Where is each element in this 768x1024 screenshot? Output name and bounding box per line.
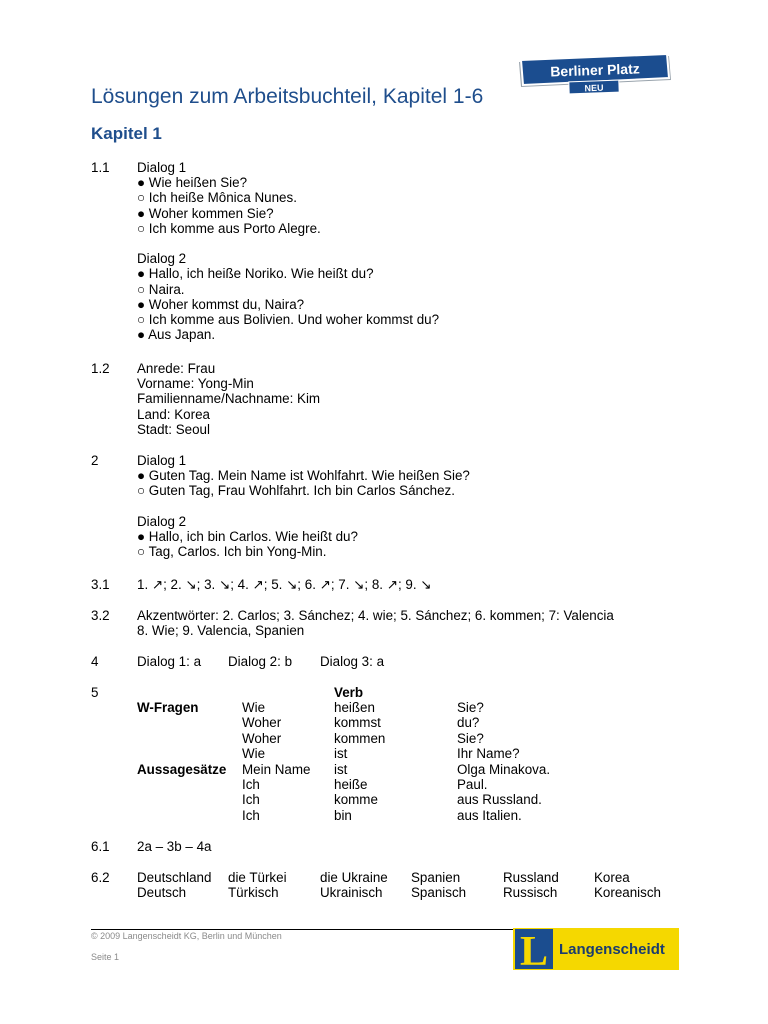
table-cell: Woher bbox=[242, 731, 282, 746]
text-line: ● Hallo, ich bin Carlos. Wie heißt du? bbox=[137, 528, 358, 544]
country-cell: Spanien bbox=[411, 870, 461, 885]
language-cell: Deutsch bbox=[137, 885, 187, 900]
exercise-number: 6.2 bbox=[91, 870, 110, 885]
text-line: Familienname/Nachname: Kim bbox=[137, 391, 321, 407]
copyright: © 2009 Langenscheidt KG, Berlin und München bbox=[91, 931, 282, 941]
text-line: Dialog 1 bbox=[137, 453, 187, 468]
answer-item: Dialog 3: a bbox=[320, 654, 385, 669]
text-line: ● Wie heißen Sie? bbox=[137, 175, 248, 191]
text-line: Stadt: Seoul bbox=[137, 421, 210, 437]
table-cell: Woher bbox=[242, 715, 282, 730]
table-cell: Paul. bbox=[457, 777, 488, 792]
text-line: ● Guten Tag. Mein Name ist Wohlfahrt. Wie heißen Sie? bbox=[137, 468, 470, 484]
table-cell: Wie bbox=[242, 746, 266, 761]
table-cell: Ich bbox=[242, 808, 260, 823]
table-cell: Ich bbox=[242, 777, 260, 792]
text-line: Akzentwörter: 2. Carlos; 3. Sánchez; 4. wie; 5. Sánchez; 6. kommen; 7: Valencia bbox=[137, 608, 614, 623]
row-label: W-Fragen bbox=[137, 700, 199, 715]
table-cell: Ihr Name? bbox=[457, 746, 520, 761]
exercise-number: 1.2 bbox=[91, 361, 110, 376]
text-line: ● Aus Japan. bbox=[137, 327, 216, 343]
page-title: Lösungen zum Arbeitsbuchteil, Kapitel 1-6 bbox=[91, 85, 484, 108]
answer-item: Dialog 1: a bbox=[137, 654, 202, 669]
country-cell: Deutschland bbox=[137, 870, 212, 885]
language-cell: Spanisch bbox=[411, 885, 467, 900]
text-line: ○ Ich komme aus Porto Alegre. bbox=[137, 220, 321, 236]
exercise-number: 3.2 bbox=[91, 608, 110, 623]
answer-item: Dialog 2: b bbox=[228, 654, 293, 669]
exercise-2 bbox=[137, 453, 470, 559]
chapter-heading: Kapitel 1 bbox=[91, 124, 162, 143]
table-cell: aus Russland. bbox=[457, 792, 542, 807]
logo-text: Berliner Platz bbox=[550, 60, 640, 80]
table-cell: aus Italien. bbox=[457, 808, 522, 823]
brand-name: Langenscheidt bbox=[559, 941, 665, 958]
table-cell: bin bbox=[334, 808, 352, 823]
exercise-3-2 bbox=[137, 608, 614, 638]
table-cell: heiße bbox=[334, 777, 368, 792]
text-line: 8. Wie; 9. Valencia, Spanien bbox=[137, 623, 305, 639]
langenscheidt-logo bbox=[513, 928, 679, 970]
country-cell: die Ukraine bbox=[320, 870, 388, 885]
text-line: Vorname: Yong-Min bbox=[137, 376, 254, 392]
language-cell: Koreanisch bbox=[594, 885, 661, 900]
berliner-platz-logo bbox=[517, 54, 671, 94]
table-cell: heißen bbox=[334, 700, 375, 715]
text-line: ○ Tag, Carlos. Ich bin Yong-Min. bbox=[137, 544, 327, 560]
country-cell: Korea bbox=[594, 870, 630, 885]
exercise-3-1: 1. ↗; 2. ↘; 3. ↘; 4. ↗; 5. ↘; 6. ↗; 7. ↘; 8. ↗; 9. ↘ bbox=[137, 577, 432, 592]
text-line: Dialog 1 bbox=[137, 160, 187, 175]
table-header-verb: Verb bbox=[334, 685, 364, 700]
table-cell: Mein Name bbox=[242, 762, 311, 777]
text-line bbox=[137, 236, 439, 251]
row-label: Aussagesätze bbox=[137, 762, 227, 777]
exercise-1-1 bbox=[137, 160, 439, 342]
exercise-number: 6.1 bbox=[91, 839, 110, 854]
text-line: ○ Ich komme aus Bolivien. Und woher kommst du? bbox=[137, 311, 440, 327]
text-line: ● Woher kommen Sie? bbox=[137, 205, 274, 221]
exercise-number: 2 bbox=[91, 453, 99, 468]
page-number: Seite 1 bbox=[91, 952, 120, 962]
exercise-number: 3.1 bbox=[91, 577, 110, 592]
table-cell: ist bbox=[334, 762, 348, 777]
logo-sub: NEU bbox=[584, 82, 604, 94]
text-line: ○ Guten Tag, Frau Wohlfahrt. Ich bin Carlos Sánchez. bbox=[137, 483, 455, 499]
table-cell: Ich bbox=[242, 792, 260, 807]
text-line bbox=[137, 499, 470, 514]
table-cell: Sie? bbox=[457, 700, 484, 715]
table-cell: komme bbox=[334, 792, 378, 807]
language-cell: Ukrainisch bbox=[320, 885, 383, 900]
language-cell: Türkisch bbox=[228, 885, 279, 900]
table-cell: ist bbox=[334, 746, 348, 761]
table-cell: du? bbox=[457, 715, 480, 730]
exercise-6-1: 2a – 3b – 4a bbox=[137, 839, 212, 854]
text-line: Dialog 2 bbox=[137, 251, 187, 267]
country-cell: Russland bbox=[503, 870, 559, 885]
exercise-number: 1.1 bbox=[91, 160, 110, 175]
exercise-1-2 bbox=[137, 361, 320, 437]
text-line: ○ Ich heiße Mônica Nunes. bbox=[137, 190, 297, 206]
exercise-number: 5 bbox=[91, 685, 99, 700]
text-line: ● Woher kommst du, Naira? bbox=[137, 296, 305, 312]
table-cell: kommen bbox=[334, 731, 386, 746]
table-cell: Sie? bbox=[457, 731, 484, 746]
table-cell: Wie bbox=[242, 700, 266, 715]
text-line: Land: Korea bbox=[137, 406, 210, 422]
language-cell: Russisch bbox=[503, 885, 558, 900]
text-line: ○ Naira. bbox=[137, 281, 185, 297]
text-line: Dialog 2 bbox=[137, 513, 187, 529]
text-line: Anrede: Frau bbox=[137, 361, 216, 376]
text-line: ● Hallo, ich heiße Noriko. Wie heißt du? bbox=[137, 266, 374, 282]
exercise-number: 4 bbox=[91, 654, 99, 669]
table-cell: Olga Minakova. bbox=[457, 762, 551, 777]
logo-letter: L bbox=[519, 929, 549, 970]
country-cell: die Türkei bbox=[228, 870, 287, 885]
table-cell: kommst bbox=[334, 715, 381, 730]
